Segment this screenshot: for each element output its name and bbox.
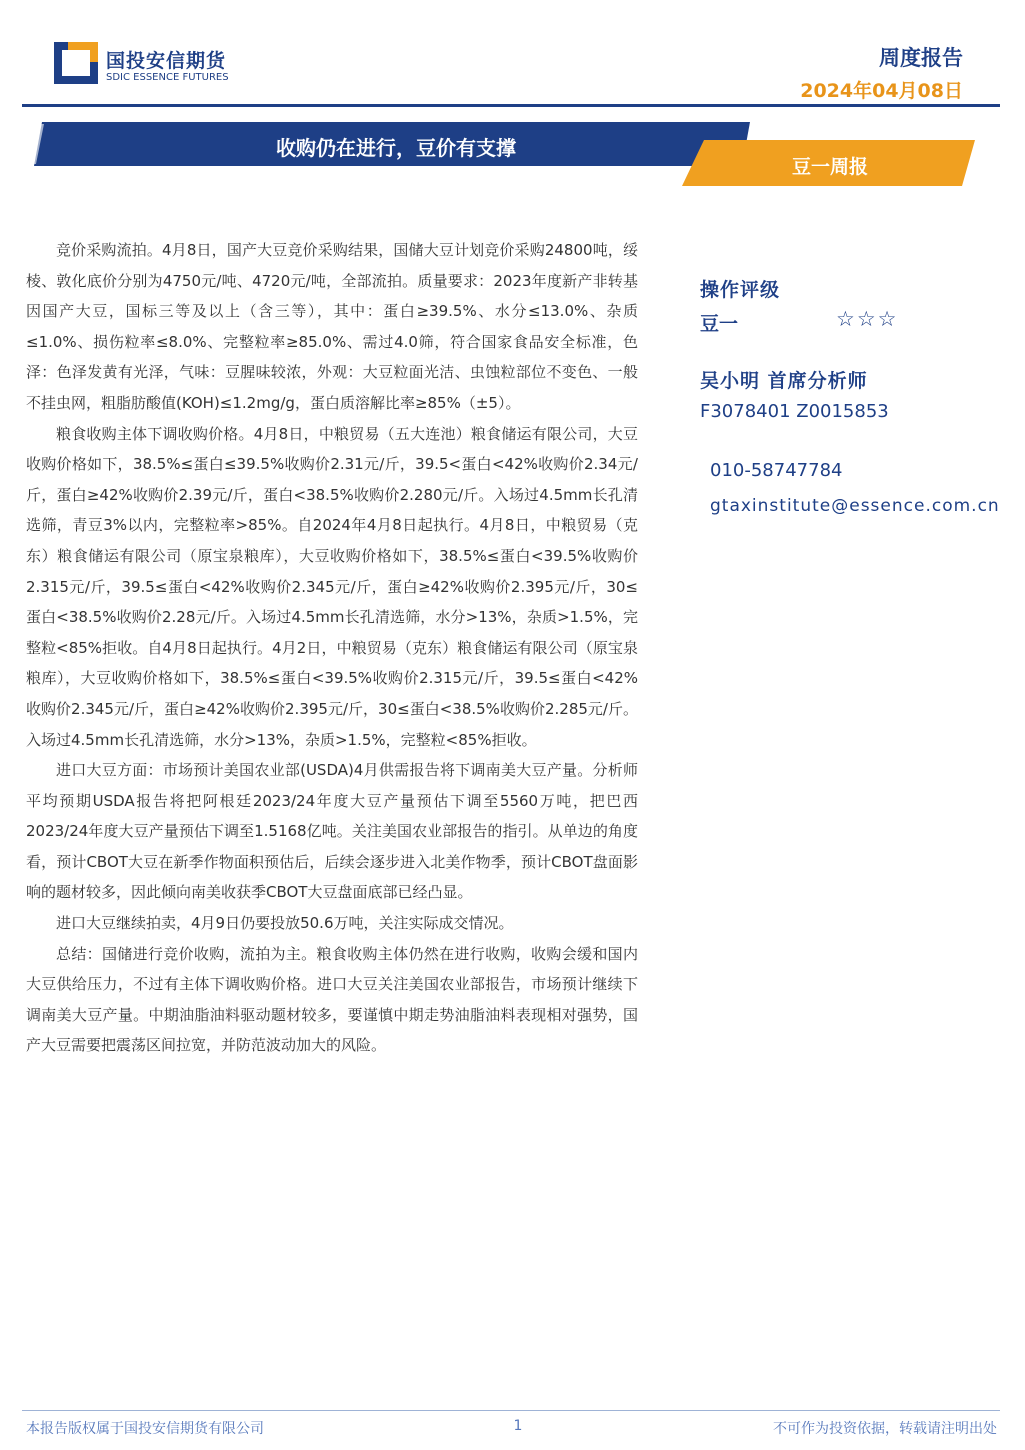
rating-label: 操作评级 — [700, 279, 781, 301]
analyst-license-ids: F3078401 Z0015853 — [700, 401, 889, 422]
rating-stars-icon: ☆☆☆ — [836, 307, 899, 331]
body-paragraph: 进口大豆方面：市场预计美国农业部(USDA)4月供需报告将下调南美大豆产量。分析师平均预期USDA报告将把阿根廷2023/24年度大豆产量预估下调至5560万吨，把巴西2023/24年度大豆产量预估下调至1.5168亿吨。关注美国农业部报告的指引。从单边的角度看，预计CBOT大豆在新季作物面积预估后，后续会逐步进入北美作物季，预计CBOT盘面影响的题材较多，因此倾向南美收获季CBOT大豆盘面底部已经凸显。 — [26, 761, 638, 902]
footer-disclaimer: 不可作为投资依据，转载请注明出处 — [773, 1421, 997, 1437]
report-body — [26, 235, 638, 1061]
report-type: 周度报告 — [879, 46, 963, 70]
rating-product: 豆一 — [700, 313, 739, 335]
body-paragraph: 进口大豆继续拍卖，4月9日仍要投放50.6万吨，关注实际成交情况。 — [56, 914, 514, 933]
body-paragraph: 总结：国储进行竞价收购，流拍为主。粮食收购主体仍然在进行收购，收购会缓和国内大豆供给压力，不过有主体下调收购价格。进口大豆关注美国农业部报告，市场预计继续下调南美大豆产量。中期油脂油料驱动题材较多，要谨慎中期走势油脂油料表现相对强势，国产大豆需要把震荡区间拉宽，并防范波动加大的风险。 — [26, 944, 638, 1055]
body-paragraph: 竞价采购流拍。4月8日，国产大豆竞价采购结果，国储大豆计划竞价采购24800吨，绥棱、敦化底价分别为4750元/吨、4720元/吨，全部流拍。质量要求：2023年度新产非转基因国产大豆，国标三等及以上（含三等），其中：蛋白≥39.5%、水分≤13.0%、杂质≤1.0%、损伤粒率≤8.0%、完整粒率≥85.0%、需过4.0筛，符合国家食品安全标准，色泽：色泽发黄有光泽，气味：豆腥味较浓，外观：大豆粒面光洁、虫蚀粒部位不变色、一般不挂虫网，粗脂肪酸值(KOH)≤1.2mg/g，蛋白质溶解比率≥85%（±5）。 — [26, 241, 638, 412]
report-date: 2024年04月08日 — [800, 80, 963, 102]
contact-phone: 010-58747784 — [710, 460, 843, 481]
contact-email[interactable]: gtaxinstitute@essence.com.cn — [710, 496, 1000, 516]
logo-name-en: SDIC ESSENCE FUTURES — [106, 72, 229, 83]
header-divider — [22, 104, 1000, 107]
footer-copyright: 本报告版权属于国投安信期货有限公司 — [26, 1421, 264, 1437]
company-logo — [54, 42, 244, 88]
footer-divider — [22, 1410, 1000, 1411]
logo-mark-icon — [54, 42, 98, 84]
logo-name-cn: 国投安信期货 — [106, 50, 227, 72]
report-category-tag: 豆一周报 — [791, 156, 868, 178]
page-number: 1 — [513, 1418, 523, 1434]
report-headline: 收购仍在进行，豆价有支撑 — [276, 136, 516, 160]
body-paragraph: 粮食收购主体下调收购价格。4月8日，中粮贸易（五大连池）粮食储运有限公司，大豆收购价格如下，38.5%≤蛋白≤39.5%收购价2.31元/斤，39.5<蛋白<42%收购价2.34元/斤，蛋白≥42%收购价2.39元/斤，蛋白<38.5%收购价2.280元/斤。入场过4.5mm长孔清选筛，青豆3%以内，完整粒率>85%。自2024年4月8日起执行。4月8日，中粮贸易（克东）粮食储运有限公司（原宝泉粮库），大豆收购价格如下，38.5%≤蛋白<39.5%收购价2.315元/斤，39.5≤蛋白<42%收购价2.345元/斤，蛋白≥42%收购价2.395元/斤，30≤蛋白<38.5%收购价2.28元/斤。入场过4.5mm长孔清选筛，水分>13%，杂质>1.5%，完整粒<85%拒收。自4月8日起执行。4月2日，中粮贸易（克东）粮食储运有限公司（原宝泉粮库），大豆收购价格如下，38.5%≤蛋白<39.5%收购价2.315元/斤，39.5≤蛋白<42%收购价2.345元/斤，蛋白≥42%收购价2.395元/斤，30≤蛋白<38.5%收购价2.285元/斤。入场过4.5mm长孔清选筛，水分>13%，杂质>1.5%，完整粒<85%拒收。 — [26, 424, 638, 749]
analyst-name: 吴小明 首席分析师 — [700, 370, 868, 392]
